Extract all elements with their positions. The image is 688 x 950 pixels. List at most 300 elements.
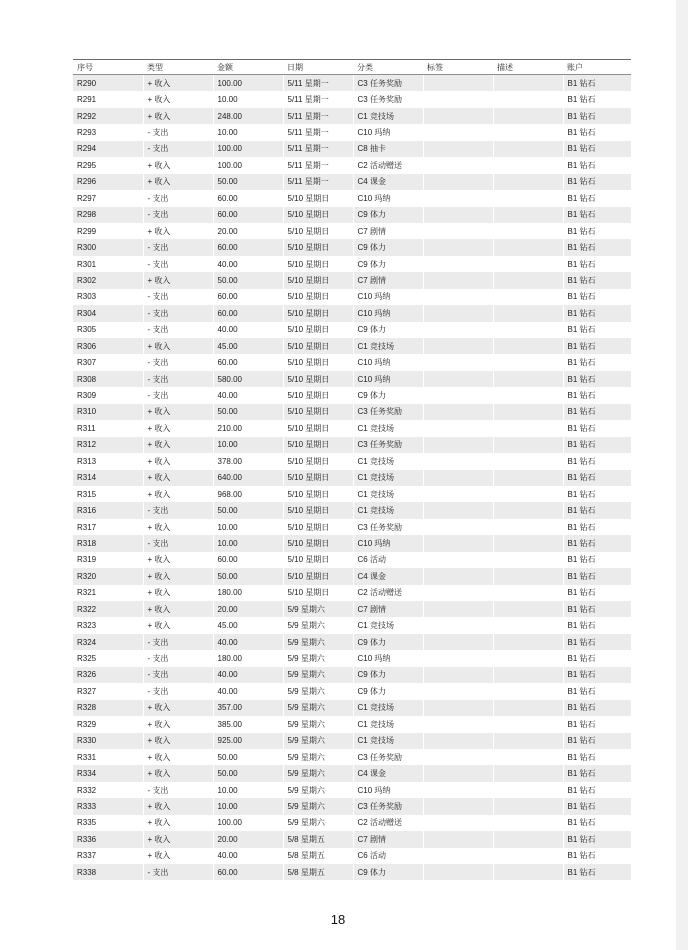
cell-id: R327 bbox=[73, 683, 143, 699]
cell-tag bbox=[423, 601, 493, 617]
cell-category: C1 竞技场 bbox=[353, 420, 423, 436]
cell-account: B1 钻石 bbox=[563, 749, 631, 765]
cell-id: R294 bbox=[73, 141, 143, 157]
cell-category: C9 体力 bbox=[353, 667, 423, 683]
cell-amount: 45.00 bbox=[213, 338, 283, 354]
table-row bbox=[73, 338, 631, 354]
cell-description bbox=[493, 453, 563, 469]
cell-tag bbox=[423, 782, 493, 798]
cell-date: 5/9 星期六 bbox=[283, 617, 353, 633]
cell-id: R309 bbox=[73, 387, 143, 403]
cell-amount: 10.00 bbox=[213, 124, 283, 140]
cell-id: R314 bbox=[73, 470, 143, 486]
cell-description bbox=[493, 141, 563, 157]
cell-id: R298 bbox=[73, 207, 143, 223]
cell-type: + 收入 bbox=[143, 831, 213, 847]
cell-type: - 支出 bbox=[143, 239, 213, 255]
table-row bbox=[73, 190, 631, 206]
cell-type: + 收入 bbox=[143, 75, 213, 92]
table-row bbox=[73, 585, 631, 601]
cell-category: C10 玛纳 bbox=[353, 190, 423, 206]
table-body bbox=[73, 75, 631, 881]
cell-category: C6 活动 bbox=[353, 848, 423, 864]
cell-date: 5/9 星期六 bbox=[283, 650, 353, 666]
cell-amount: 50.00 bbox=[213, 765, 283, 781]
table-row bbox=[73, 207, 631, 223]
table-row bbox=[73, 371, 631, 387]
cell-id: R296 bbox=[73, 174, 143, 190]
cell-tag bbox=[423, 387, 493, 403]
cell-date: 5/10 星期日 bbox=[283, 453, 353, 469]
cell-category: C1 竞技场 bbox=[353, 700, 423, 716]
cell-type: - 支出 bbox=[143, 535, 213, 551]
cell-amount: 100.00 bbox=[213, 815, 283, 831]
cell-date: 5/10 星期日 bbox=[283, 256, 353, 272]
cell-id: R318 bbox=[73, 535, 143, 551]
cell-tag bbox=[423, 617, 493, 633]
table-row bbox=[73, 634, 631, 650]
cell-type: + 收入 bbox=[143, 848, 213, 864]
cell-account: B1 钻石 bbox=[563, 91, 631, 107]
cell-amount: 50.00 bbox=[213, 568, 283, 584]
cell-account: B1 钻石 bbox=[563, 223, 631, 239]
cell-amount: 100.00 bbox=[213, 141, 283, 157]
cell-date: 5/8 星期五 bbox=[283, 831, 353, 847]
cell-amount: 100.00 bbox=[213, 157, 283, 173]
cell-id: R333 bbox=[73, 798, 143, 814]
cell-date: 5/10 星期日 bbox=[283, 387, 353, 403]
table-row bbox=[73, 223, 631, 239]
cell-date: 5/9 星期六 bbox=[283, 716, 353, 732]
table-row bbox=[73, 815, 631, 831]
cell-description bbox=[493, 470, 563, 486]
cell-amount: 378.00 bbox=[213, 453, 283, 469]
cell-amount: 40.00 bbox=[213, 683, 283, 699]
cell-account: B1 钻石 bbox=[563, 190, 631, 206]
cell-description bbox=[493, 815, 563, 831]
cell-account: B1 钻石 bbox=[563, 387, 631, 403]
cell-id: R313 bbox=[73, 453, 143, 469]
cell-type: + 收入 bbox=[143, 716, 213, 732]
table-row bbox=[73, 75, 631, 92]
cell-id: R322 bbox=[73, 601, 143, 617]
cell-amount: 210.00 bbox=[213, 420, 283, 436]
cell-description bbox=[493, 239, 563, 255]
cell-id: R336 bbox=[73, 831, 143, 847]
cell-description bbox=[493, 256, 563, 272]
cell-id: R308 bbox=[73, 371, 143, 387]
cell-id: R316 bbox=[73, 502, 143, 518]
cell-account: B1 钻石 bbox=[563, 519, 631, 535]
cell-account: B1 钻石 bbox=[563, 322, 631, 338]
cell-tag bbox=[423, 650, 493, 666]
cell-tag bbox=[423, 108, 493, 124]
cell-tag bbox=[423, 815, 493, 831]
cell-description bbox=[493, 585, 563, 601]
cell-id: R310 bbox=[73, 404, 143, 420]
cell-description bbox=[493, 75, 563, 92]
cell-category: C9 体力 bbox=[353, 239, 423, 255]
cell-tag bbox=[423, 749, 493, 765]
cell-description bbox=[493, 108, 563, 124]
cell-category: C9 体力 bbox=[353, 634, 423, 650]
cell-account: B1 钻石 bbox=[563, 634, 631, 650]
cell-category: C4 课金 bbox=[353, 174, 423, 190]
cell-tag bbox=[423, 354, 493, 370]
cell-amount: 50.00 bbox=[213, 502, 283, 518]
cell-tag bbox=[423, 765, 493, 781]
cell-description bbox=[493, 502, 563, 518]
cell-date: 5/9 星期六 bbox=[283, 733, 353, 749]
cell-amount: 60.00 bbox=[213, 305, 283, 321]
cell-description bbox=[493, 749, 563, 765]
cell-category: C1 竞技场 bbox=[353, 502, 423, 518]
cell-tag bbox=[423, 124, 493, 140]
cell-amount: 60.00 bbox=[213, 207, 283, 223]
cell-tag bbox=[423, 338, 493, 354]
header-account: 账户 bbox=[563, 60, 631, 75]
table-row bbox=[73, 91, 631, 107]
cell-description bbox=[493, 486, 563, 502]
cell-type: + 收入 bbox=[143, 404, 213, 420]
cell-amount: 10.00 bbox=[213, 519, 283, 535]
cell-date: 5/10 星期日 bbox=[283, 535, 353, 551]
cell-id: R328 bbox=[73, 700, 143, 716]
cell-date: 5/10 星期日 bbox=[283, 322, 353, 338]
table-row bbox=[73, 864, 631, 880]
cell-amount: 40.00 bbox=[213, 634, 283, 650]
cell-type: - 支出 bbox=[143, 371, 213, 387]
cell-type: + 收入 bbox=[143, 815, 213, 831]
cell-description bbox=[493, 190, 563, 206]
cell-account: B1 钻石 bbox=[563, 239, 631, 255]
cell-amount: 40.00 bbox=[213, 848, 283, 864]
cell-description bbox=[493, 354, 563, 370]
cell-amount: 40.00 bbox=[213, 387, 283, 403]
cell-type: + 收入 bbox=[143, 437, 213, 453]
cell-amount: 60.00 bbox=[213, 190, 283, 206]
cell-type: - 支出 bbox=[143, 207, 213, 223]
cell-amount: 50.00 bbox=[213, 749, 283, 765]
table-row bbox=[73, 141, 631, 157]
cell-type: + 收入 bbox=[143, 585, 213, 601]
cell-amount: 40.00 bbox=[213, 256, 283, 272]
cell-account: B1 钻石 bbox=[563, 124, 631, 140]
cell-amount: 60.00 bbox=[213, 239, 283, 255]
cell-tag bbox=[423, 289, 493, 305]
cell-amount: 385.00 bbox=[213, 716, 283, 732]
cell-date: 5/10 星期日 bbox=[283, 502, 353, 518]
cell-date: 5/10 星期日 bbox=[283, 585, 353, 601]
cell-account: B1 钻石 bbox=[563, 338, 631, 354]
table-row bbox=[73, 749, 631, 765]
header-type: 类型 bbox=[143, 60, 213, 75]
cell-date: 5/11 星期一 bbox=[283, 157, 353, 173]
cell-description bbox=[493, 371, 563, 387]
cell-type: + 收入 bbox=[143, 157, 213, 173]
cell-date: 5/10 星期日 bbox=[283, 207, 353, 223]
cell-id: R321 bbox=[73, 585, 143, 601]
cell-date: 5/10 星期日 bbox=[283, 305, 353, 321]
table-row bbox=[73, 502, 631, 518]
cell-tag bbox=[423, 634, 493, 650]
cell-account: B1 钻石 bbox=[563, 420, 631, 436]
cell-date: 5/9 星期六 bbox=[283, 634, 353, 650]
cell-account: B1 钻石 bbox=[563, 650, 631, 666]
cell-id: R307 bbox=[73, 354, 143, 370]
cell-account: B1 钻石 bbox=[563, 157, 631, 173]
cell-tag bbox=[423, 519, 493, 535]
cell-description bbox=[493, 650, 563, 666]
cell-amount: 357.00 bbox=[213, 700, 283, 716]
cell-description bbox=[493, 404, 563, 420]
cell-category: C1 竞技场 bbox=[353, 733, 423, 749]
cell-tag bbox=[423, 91, 493, 107]
cell-tag bbox=[423, 486, 493, 502]
cell-type: - 支出 bbox=[143, 634, 213, 650]
cell-description bbox=[493, 207, 563, 223]
table-row bbox=[73, 322, 631, 338]
cell-id: R297 bbox=[73, 190, 143, 206]
cell-id: R312 bbox=[73, 437, 143, 453]
cell-type: + 收入 bbox=[143, 617, 213, 633]
cell-amount: 968.00 bbox=[213, 486, 283, 502]
cell-category: C9 体力 bbox=[353, 387, 423, 403]
cell-tag bbox=[423, 190, 493, 206]
cell-date: 5/9 星期六 bbox=[283, 683, 353, 699]
cell-account: B1 钻石 bbox=[563, 552, 631, 568]
cell-description bbox=[493, 634, 563, 650]
cell-tag bbox=[423, 404, 493, 420]
cell-description bbox=[493, 848, 563, 864]
cell-id: R332 bbox=[73, 782, 143, 798]
cell-category: C3 任务奖励 bbox=[353, 437, 423, 453]
cell-tag bbox=[423, 683, 493, 699]
cell-id: R319 bbox=[73, 552, 143, 568]
cell-tag bbox=[423, 667, 493, 683]
cell-date: 5/10 星期日 bbox=[283, 437, 353, 453]
cell-description bbox=[493, 289, 563, 305]
cell-type: - 支出 bbox=[143, 256, 213, 272]
cell-tag bbox=[423, 223, 493, 239]
cell-account: B1 钻石 bbox=[563, 798, 631, 814]
cell-date: 5/10 星期日 bbox=[283, 272, 353, 288]
cell-type: - 支出 bbox=[143, 650, 213, 666]
cell-account: B1 钻石 bbox=[563, 683, 631, 699]
cell-category: C10 玛纳 bbox=[353, 305, 423, 321]
cell-date: 5/10 星期日 bbox=[283, 404, 353, 420]
cell-account: B1 钻石 bbox=[563, 716, 631, 732]
cell-account: B1 钻石 bbox=[563, 437, 631, 453]
cell-account: B1 钻石 bbox=[563, 831, 631, 847]
cell-id: R300 bbox=[73, 239, 143, 255]
cell-description bbox=[493, 223, 563, 239]
cell-description bbox=[493, 765, 563, 781]
cell-description bbox=[493, 174, 563, 190]
cell-category: C7 剧情 bbox=[353, 601, 423, 617]
table-row bbox=[73, 568, 631, 584]
cell-date: 5/11 星期一 bbox=[283, 174, 353, 190]
cell-account: B1 钻石 bbox=[563, 585, 631, 601]
cell-type: - 支出 bbox=[143, 667, 213, 683]
cell-account: B1 钻石 bbox=[563, 108, 631, 124]
cell-date: 5/10 星期日 bbox=[283, 568, 353, 584]
cell-type: + 收入 bbox=[143, 568, 213, 584]
header-tag: 标签 bbox=[423, 60, 493, 75]
cell-amount: 640.00 bbox=[213, 470, 283, 486]
cell-tag bbox=[423, 141, 493, 157]
page-number: 18 bbox=[330, 912, 346, 927]
cell-date: 5/9 星期六 bbox=[283, 700, 353, 716]
cell-account: B1 钻石 bbox=[563, 141, 631, 157]
cell-tag bbox=[423, 502, 493, 518]
table-row bbox=[73, 174, 631, 190]
cell-tag bbox=[423, 700, 493, 716]
cell-tag bbox=[423, 552, 493, 568]
cell-amount: 20.00 bbox=[213, 601, 283, 617]
cell-category: C3 任务奖励 bbox=[353, 404, 423, 420]
cell-date: 5/8 星期五 bbox=[283, 864, 353, 880]
cell-description bbox=[493, 864, 563, 880]
cell-category: C10 玛纳 bbox=[353, 535, 423, 551]
cell-account: B1 钻石 bbox=[563, 601, 631, 617]
cell-tag bbox=[423, 272, 493, 288]
table-row bbox=[73, 617, 631, 633]
table-row bbox=[73, 848, 631, 864]
cell-description bbox=[493, 798, 563, 814]
table-row bbox=[73, 354, 631, 370]
table-row bbox=[73, 420, 631, 436]
cell-type: + 收入 bbox=[143, 108, 213, 124]
cell-tag bbox=[423, 585, 493, 601]
cell-date: 5/11 星期一 bbox=[283, 75, 353, 92]
cell-tag bbox=[423, 535, 493, 551]
cell-amount: 10.00 bbox=[213, 782, 283, 798]
cell-description bbox=[493, 617, 563, 633]
cell-tag bbox=[423, 174, 493, 190]
cell-date: 5/9 星期六 bbox=[283, 601, 353, 617]
cell-category: C3 任务奖励 bbox=[353, 519, 423, 535]
cell-id: R304 bbox=[73, 305, 143, 321]
cell-amount: 60.00 bbox=[213, 289, 283, 305]
cell-date: 5/9 星期六 bbox=[283, 765, 353, 781]
cell-description bbox=[493, 683, 563, 699]
table-row bbox=[73, 437, 631, 453]
cell-date: 5/10 星期日 bbox=[283, 420, 353, 436]
cell-category: C1 竞技场 bbox=[353, 338, 423, 354]
cell-description bbox=[493, 831, 563, 847]
cell-amount: 20.00 bbox=[213, 831, 283, 847]
table-row bbox=[73, 716, 631, 732]
cell-description bbox=[493, 535, 563, 551]
cell-account: B1 钻石 bbox=[563, 305, 631, 321]
cell-amount: 925.00 bbox=[213, 733, 283, 749]
cell-id: R330 bbox=[73, 733, 143, 749]
cell-account: B1 钻石 bbox=[563, 617, 631, 633]
cell-account: B1 钻石 bbox=[563, 733, 631, 749]
cell-id: R315 bbox=[73, 486, 143, 502]
cell-date: 5/10 星期日 bbox=[283, 289, 353, 305]
header-description: 描述 bbox=[493, 60, 563, 75]
cell-date: 5/10 星期日 bbox=[283, 223, 353, 239]
cell-id: R324 bbox=[73, 634, 143, 650]
cell-tag bbox=[423, 437, 493, 453]
table-row bbox=[73, 535, 631, 551]
cell-tag bbox=[423, 733, 493, 749]
cell-account: B1 钻石 bbox=[563, 568, 631, 584]
cell-description bbox=[493, 552, 563, 568]
table-row bbox=[73, 453, 631, 469]
cell-id: R335 bbox=[73, 815, 143, 831]
cell-date: 5/10 星期日 bbox=[283, 486, 353, 502]
cell-id: R299 bbox=[73, 223, 143, 239]
cell-type: + 收入 bbox=[143, 700, 213, 716]
cell-type: + 收入 bbox=[143, 453, 213, 469]
cell-date: 5/9 星期六 bbox=[283, 667, 353, 683]
cell-id: R292 bbox=[73, 108, 143, 124]
cell-tag bbox=[423, 568, 493, 584]
cell-id: R302 bbox=[73, 272, 143, 288]
cell-description bbox=[493, 667, 563, 683]
cell-amount: 10.00 bbox=[213, 798, 283, 814]
cell-amount: 248.00 bbox=[213, 108, 283, 124]
cell-date: 5/9 星期六 bbox=[283, 749, 353, 765]
cell-description bbox=[493, 420, 563, 436]
cell-date: 5/10 星期日 bbox=[283, 190, 353, 206]
cell-category: C2 活动赠送 bbox=[353, 157, 423, 173]
table-row bbox=[73, 387, 631, 403]
cell-date: 5/11 星期一 bbox=[283, 108, 353, 124]
table-row bbox=[73, 272, 631, 288]
cell-category: C2 活动赠送 bbox=[353, 815, 423, 831]
table-row bbox=[73, 470, 631, 486]
cell-date: 5/11 星期一 bbox=[283, 124, 353, 140]
cell-tag bbox=[423, 322, 493, 338]
cell-id: R290 bbox=[73, 75, 143, 92]
cell-type: + 收入 bbox=[143, 174, 213, 190]
cell-category: C9 体力 bbox=[353, 256, 423, 272]
cell-amount: 20.00 bbox=[213, 223, 283, 239]
table-row bbox=[73, 765, 631, 781]
cell-type: + 收入 bbox=[143, 486, 213, 502]
cell-account: B1 钻石 bbox=[563, 765, 631, 781]
cell-category: C10 玛纳 bbox=[353, 354, 423, 370]
cell-tag bbox=[423, 256, 493, 272]
cell-amount: 50.00 bbox=[213, 272, 283, 288]
cell-id: R303 bbox=[73, 289, 143, 305]
cell-account: B1 钻石 bbox=[563, 289, 631, 305]
cell-id: R291 bbox=[73, 91, 143, 107]
table-row bbox=[73, 831, 631, 847]
cell-category: C3 任务奖励 bbox=[353, 75, 423, 92]
cell-id: R293 bbox=[73, 124, 143, 140]
cell-category: C10 玛纳 bbox=[353, 650, 423, 666]
cell-amount: 60.00 bbox=[213, 552, 283, 568]
cell-amount: 60.00 bbox=[213, 354, 283, 370]
cell-date: 5/10 星期日 bbox=[283, 239, 353, 255]
cell-tag bbox=[423, 420, 493, 436]
cell-tag bbox=[423, 798, 493, 814]
table-header bbox=[73, 60, 631, 75]
cell-account: B1 钻石 bbox=[563, 371, 631, 387]
cell-type: + 收入 bbox=[143, 552, 213, 568]
cell-id: R301 bbox=[73, 256, 143, 272]
cell-date: 5/10 星期日 bbox=[283, 354, 353, 370]
cell-category: C9 体力 bbox=[353, 322, 423, 338]
cell-amount: 100.00 bbox=[213, 75, 283, 92]
cell-category: C3 任务奖励 bbox=[353, 798, 423, 814]
cell-id: R337 bbox=[73, 848, 143, 864]
